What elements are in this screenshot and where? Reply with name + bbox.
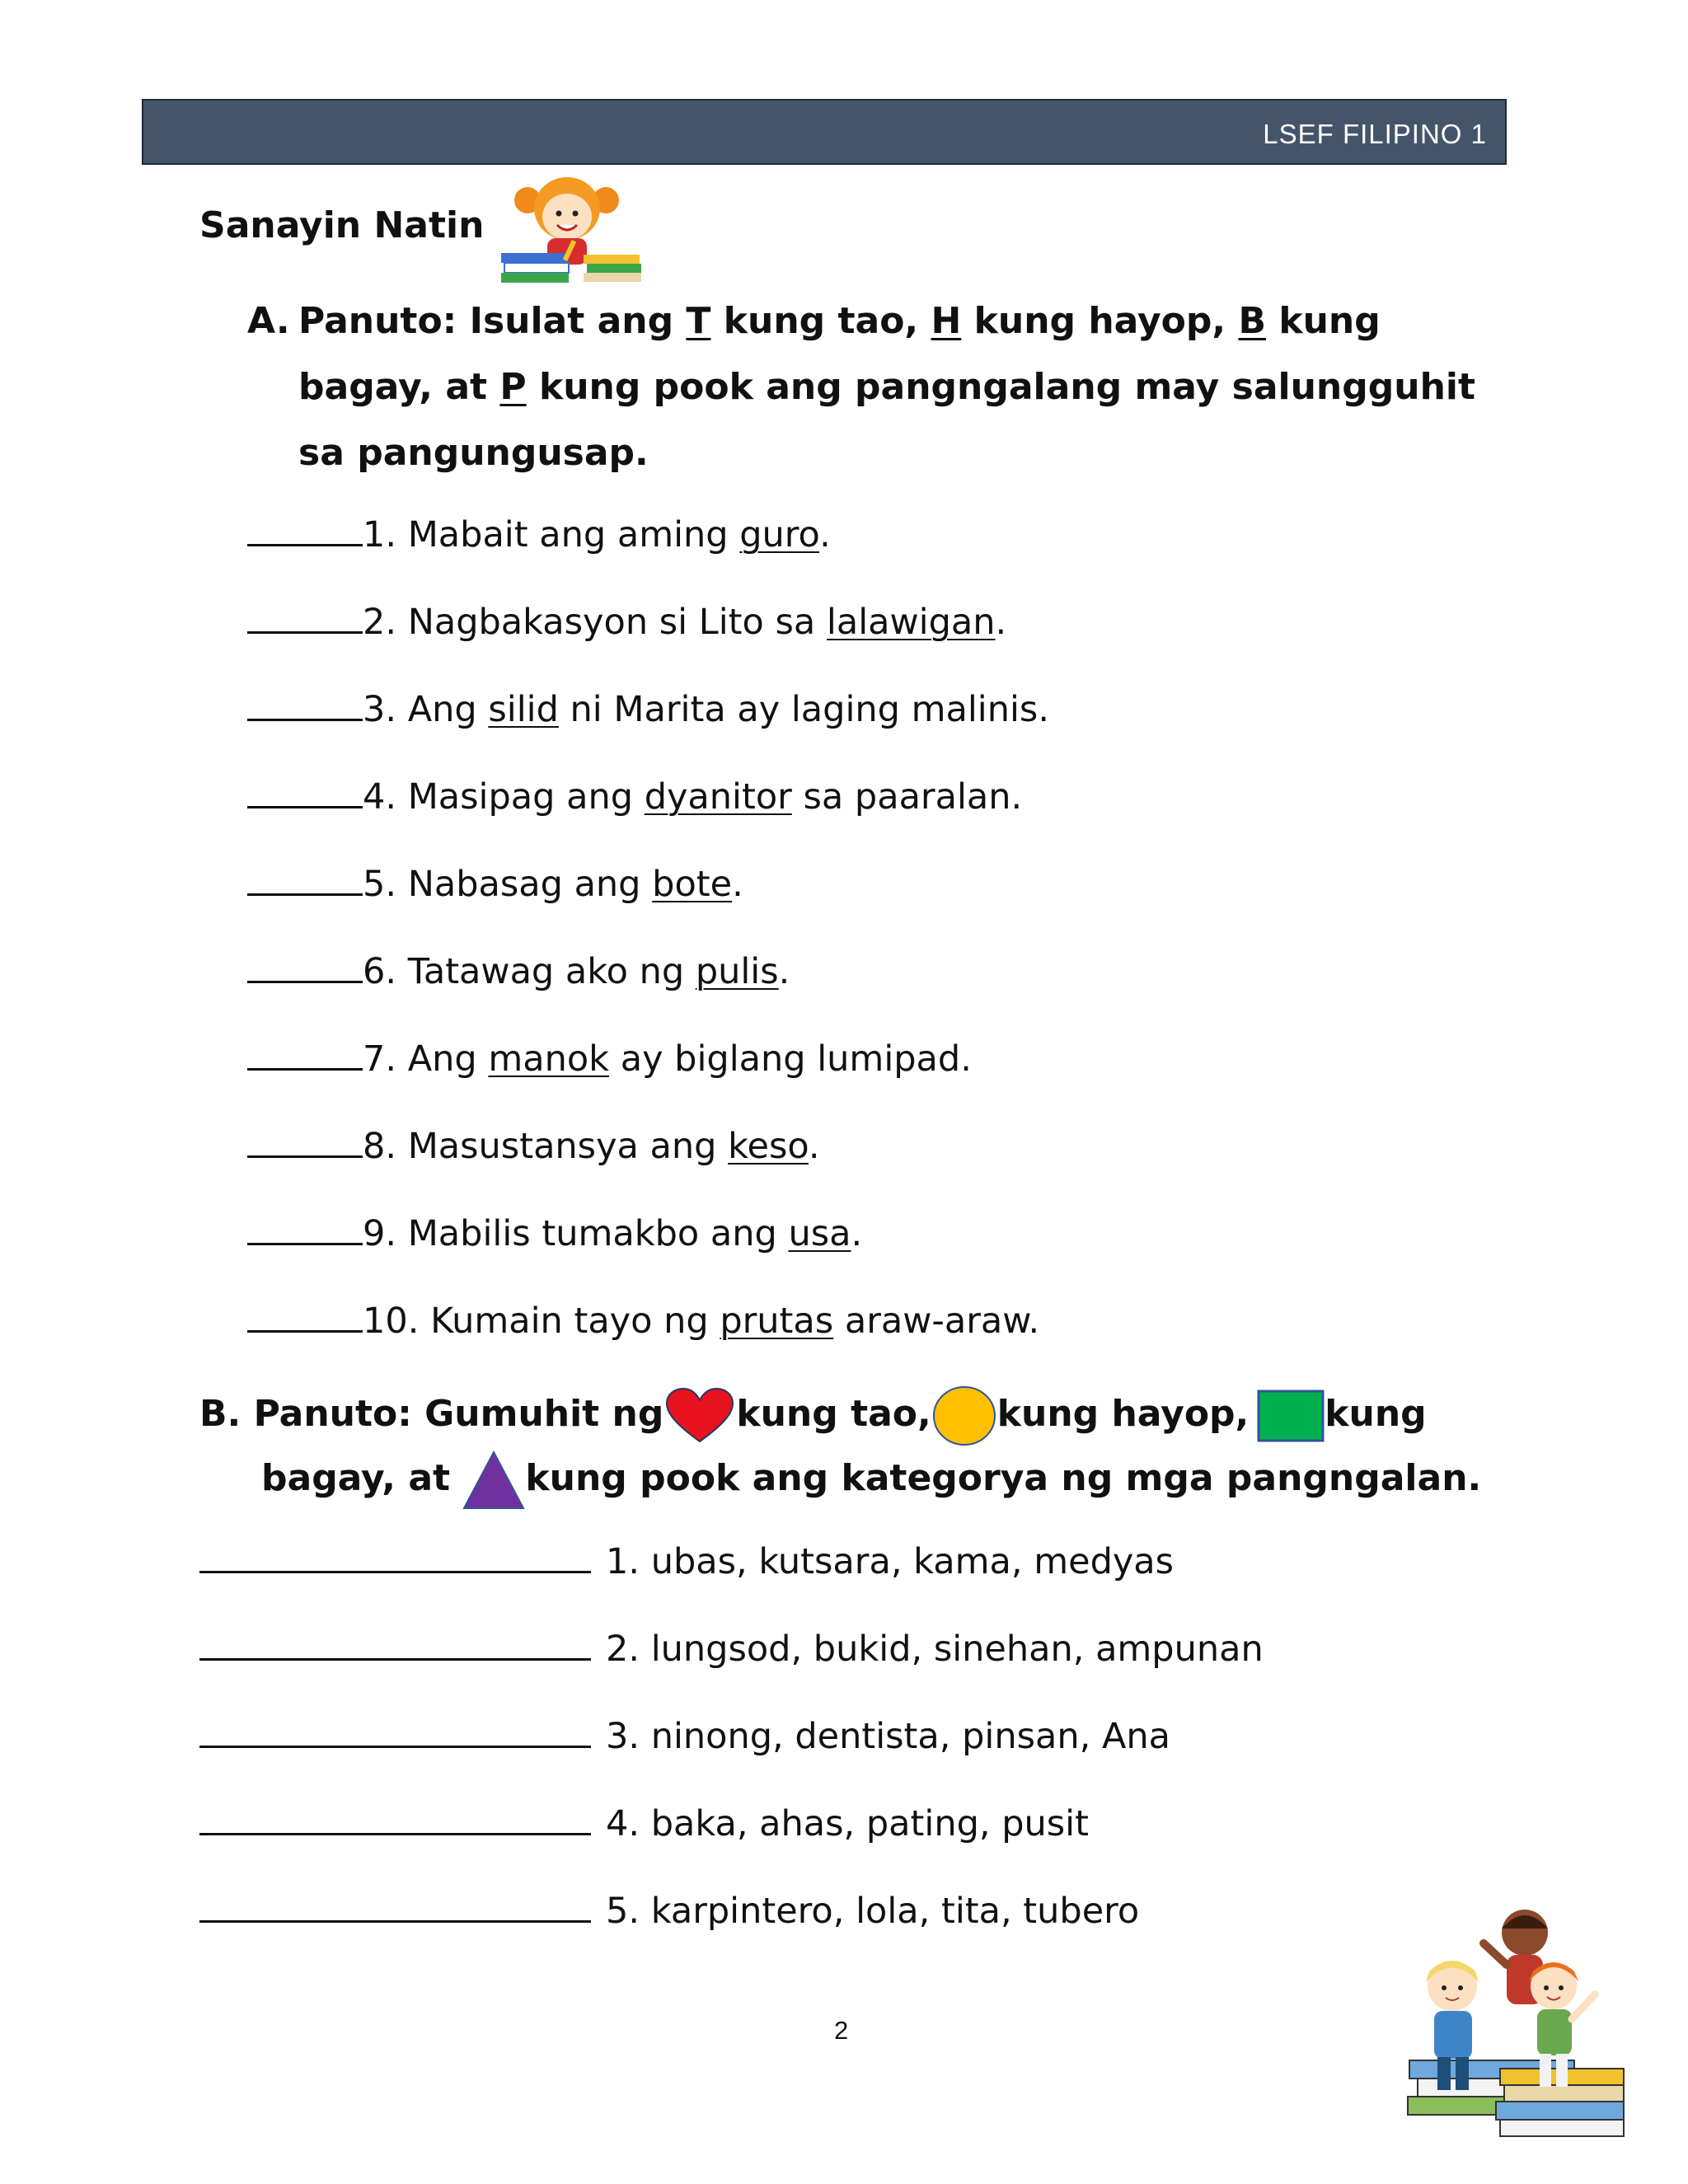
part-a-item-4: 4. Masipag ang dyanitor sa paaralan. [247,773,1022,818]
part-a-item-7: 7. Ang manok ay biglang lumipad. [247,1035,972,1080]
part-a-item-10: 10. Kumain tayo ng prutas araw-araw. [247,1297,1039,1342]
underlined-noun: silid [488,689,559,730]
part-a-item-1: 1. Mabait ang aming guro. [247,511,831,555]
part-a-item-5: 5. Nabasag ang bote. [247,860,743,905]
triangle-shape-icon [462,1451,525,1510]
instruction-text: kung pook ang kategorya ng mga pangngalan. [525,1457,1482,1499]
answer-blank[interactable] [199,1538,591,1573]
part-a-item-2: 2. Nagbakasyon si Lito sa lalawigan. [247,598,1006,643]
answer-blank[interactable] [199,1713,591,1748]
instruction-text: kung pook ang pangngalang may salungguhit sa pangungusap. [298,366,1476,474]
square-shape-icon [1257,1390,1325,1442]
part-b-item-3: 3. ninong, dentista, pinsan, Ana [199,1713,1170,1757]
underlined-noun: usa [788,1213,851,1254]
answer-blank[interactable] [247,773,363,808]
letter-b: B [1238,300,1266,342]
answer-blank[interactable] [247,1297,363,1333]
part-a-letter: A. [247,300,290,342]
heart-shape-icon [663,1387,736,1445]
answer-blank[interactable] [247,1122,363,1158]
underlined-noun: pulis [695,951,779,992]
instruction-text: kung tao, [736,1393,931,1435]
part-a-item-6: 6. Tatawag ako ng pulis. [247,948,790,992]
instruction-text: kung hayop, [961,300,1239,342]
part-b-instruction-line1 [199,1385,1427,1447]
header-title: LSEF FILIPINO 1 [1263,119,1487,149]
answer-blank[interactable] [247,948,363,983]
instruction-text: bagay, at [261,1457,463,1499]
underlined-noun: manok [488,1038,610,1080]
letter-h: H [931,300,962,342]
underlined-noun: bote [652,864,733,905]
answer-blank[interactable] [199,1800,591,1835]
part-b-item-2: 2. lungsod, bukid, sinehan, ampunan [199,1625,1264,1670]
instruction-text: kung tao, [710,300,931,342]
answer-blank[interactable] [199,1625,591,1661]
instruction-text: kung [1325,1393,1427,1435]
answer-blank[interactable] [247,686,363,721]
underlined-noun: prutas [720,1301,834,1342]
header-bar [142,99,1507,165]
part-b-item-1: 1. ubas, kutsara, kama, medyas [199,1538,1174,1582]
letter-t: T [686,300,711,342]
underlined-noun: guro [739,514,820,555]
underlined-noun: keso [728,1126,809,1167]
answer-blank[interactable] [247,511,363,546]
answer-blank[interactable] [199,1887,591,1923]
circle-shape-icon [931,1385,997,1447]
answer-blank[interactable] [247,1210,363,1245]
part-a-instruction [247,288,1500,486]
instruction-text: B. Panuto: Gumuhit ng [199,1393,664,1435]
instruction-text: kung hayop, [996,1393,1250,1435]
part-b-instruction-line2 [261,1451,1481,1510]
part-b-item-5: 5. karpintero, lola, tita, tubero [199,1887,1139,1932]
girl-reading-illustration [495,169,647,293]
part-a-item-3: 3. Ang silid ni Marita ay laging malinis. [247,686,1049,730]
letter-p: P [499,366,527,408]
underlined-noun: dyanitor [644,776,792,818]
part-b-item-4: 4. baka, ahas, pating, pusit [199,1800,1089,1844]
instruction-text: Panuto: Isulat ang [298,300,687,342]
page-number: 2 [834,2016,849,2045]
underlined-noun: lalawigan [826,602,996,643]
section-title: Sanayin Natin [199,204,485,246]
kids-on-books-illustration [1401,1896,1632,2143]
answer-blank[interactable] [247,1035,363,1071]
instruction-text: kung bagay, at [298,300,1381,408]
answer-blank[interactable] [247,598,363,634]
part-a-item-9: 9. Mabilis tumakbo ang usa. [247,1210,862,1254]
answer-blank[interactable] [247,860,363,896]
part-a-item-8: 8. Masustansya ang keso. [247,1122,820,1167]
